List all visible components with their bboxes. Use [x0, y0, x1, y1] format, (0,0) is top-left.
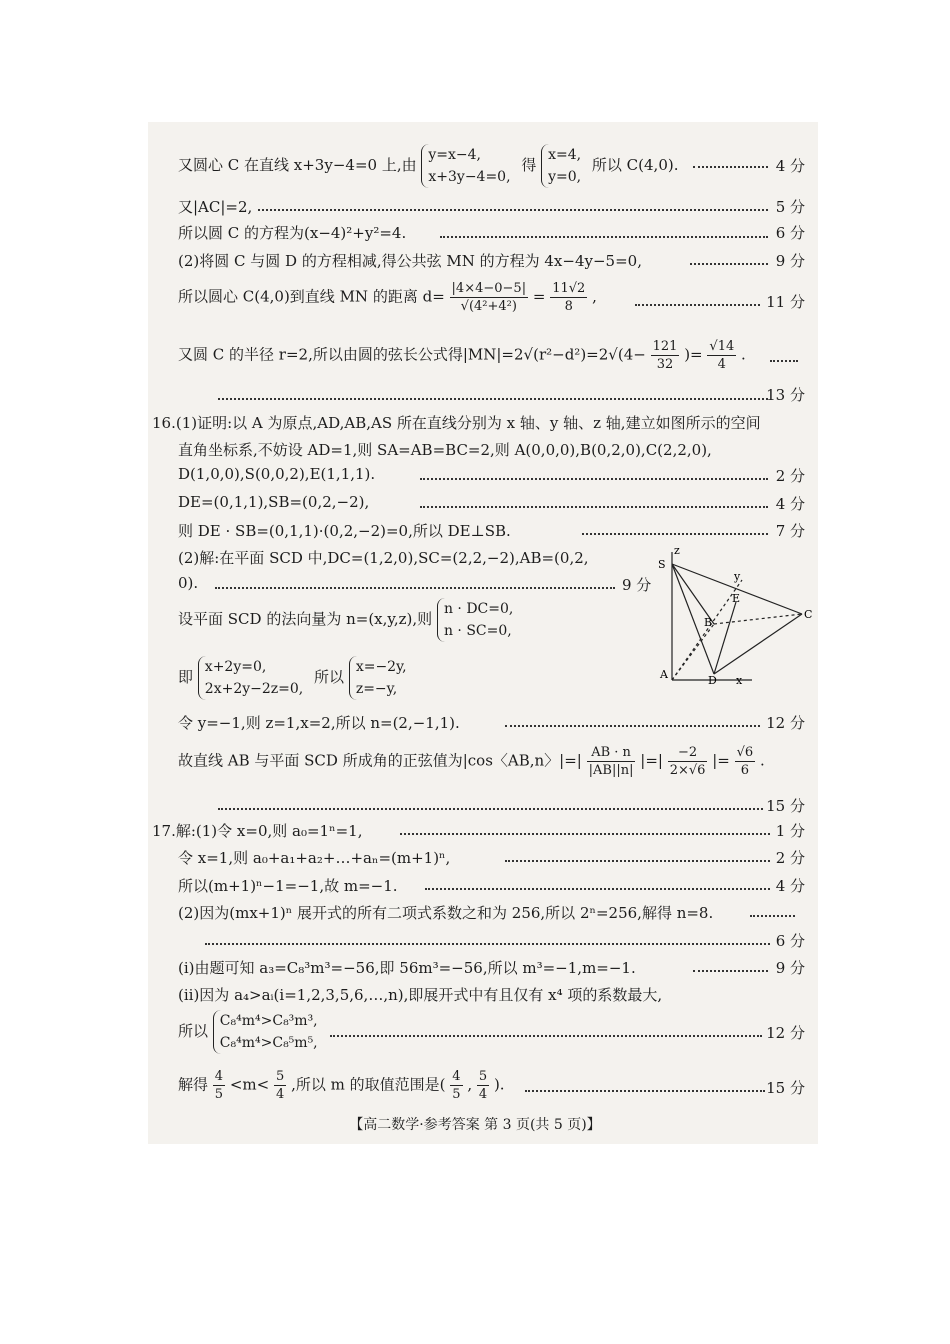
score-mark: 4 分: [775, 877, 805, 895]
line-distance: 所以圆心 C(4,0)到直线 MN 的距离 d= $\frac{|4\times 4-0-5|}{\text{√(4²+4²)}}$ = $\frac{11√2}{8}$ ,: [178, 281, 597, 314]
edge-sb: [672, 564, 714, 624]
edge-de: [714, 602, 736, 674]
score-mark: 2 分: [775, 849, 805, 867]
fraction: $\frac{-2}{2\times√6}$: [669, 745, 706, 778]
q16-line-10: 令 y=−1,则 z=1,x=2,所以 n=(2,−1,1).: [178, 714, 460, 732]
line-chord-equation: (2)将圆 C 与圆 D 的方程相减,得公共弦 MN 的方程为 4x−4y−5=0,: [178, 252, 642, 270]
leader-dots: [218, 398, 768, 400]
q16-line-2: 直角坐标系,不妨设 AD=1,则 SA=AB=BC=2,则 A(0,0,0),B(0,2,0),C(2,2,0),: [178, 441, 712, 459]
q17-line-1: 17.解:(1)令 x=0,则 a₀=1ⁿ=1,: [152, 822, 363, 840]
q17-line-4: (2)因为(mx+1)ⁿ 展开式的所有二项式系数之和为 256,所以 2ⁿ=256,解得 n=8.: [178, 904, 714, 922]
score-mark: 4 分: [775, 495, 805, 513]
label-e: E: [732, 592, 741, 605]
score-mark: 6 分: [775, 224, 805, 242]
score-mark: 15 分: [766, 1079, 805, 1097]
q17-line-3: 所以(m+1)ⁿ−1=−1,故 m=−1.: [178, 877, 398, 895]
fraction: $\frac{√14}{4}$: [709, 339, 735, 372]
q16-line-4: DE=(0,1,1),SB=(0,2,−2),: [178, 493, 370, 511]
leader-dots: [330, 1035, 762, 1037]
fraction: $\frac{5}{4}$: [478, 1069, 488, 1102]
line-ac: 又|AC|=2,: [178, 198, 253, 216]
leader-dots: [440, 236, 768, 238]
q16-line-11: 故直线 AB 与平面 SCD 所成角的正弦值为|cos〈AB,n〉|=| $\frac{AB \cdot n}{|AB||n|}$ |=| $\frac{-2}{2\times√6}$ |= $\frac{√6}{6}$ .: [178, 745, 765, 778]
score-mark: 5 分: [775, 198, 805, 216]
q17-line-9: 解得 $\frac{4}{5}$ <m< $\frac{5}{4}$ ,所以 m 的取值范围是( $\frac{4}{5}$ , $\frac{5}{4}$ ).: [178, 1069, 505, 1102]
leader-dots: [635, 304, 760, 306]
leader-dots: [690, 263, 768, 265]
equation-system: x=4, y=0,: [541, 144, 587, 188]
equation-system: y=x−4, x+3y−4=0,: [421, 144, 516, 188]
fraction: $\frac{121}{32}$: [652, 339, 678, 372]
leader-dots: [420, 478, 768, 480]
line-circle-equation: 所以圆 C 的方程为(x−4)²+y²=4.: [178, 224, 407, 242]
q17-line-8: 所以 C₈⁴m⁴>C₈³m³, C₈⁴m⁴>C₈⁵m⁵,: [178, 1010, 815, 1054]
score-mark: 9 分: [622, 576, 652, 594]
score-mark: 7 分: [775, 522, 805, 540]
score-mark: 2 分: [775, 467, 805, 485]
leader-dots: [693, 970, 768, 972]
score-mark: 11 分: [766, 293, 805, 311]
equation-system: C₈⁴m⁴>C₈³m³, C₈⁴m⁴>C₈⁵m⁵,: [213, 1010, 324, 1054]
equation-system: n · DC=0, n · SC=0,: [437, 598, 519, 642]
leader-dots: [425, 888, 770, 890]
score-mark: 12 分: [766, 1024, 805, 1042]
q16-line-6: (2)解:在平面 SCD 中,DC=(1,2,0),SC=(2,2,−2),AB=(0,2,: [178, 549, 589, 567]
leader-dots: [505, 860, 770, 862]
q17-line-2: 令 x=1,则 a₀+a₁+a₂+…+aₙ=(m+1)ⁿ,: [178, 849, 451, 867]
score-mark: 4 分: [775, 157, 805, 175]
q16-line-7: 0).: [178, 574, 199, 592]
q16-line-5: 则 DE · SB=(0,1,1)·(0,2,−2)=0,所以 DE⊥SB.: [178, 522, 511, 540]
label-d: D: [708, 674, 717, 686]
leader-dots: [770, 360, 798, 362]
score-mark: 9 分: [775, 252, 805, 270]
line-circle-center: 又圆心 C 在直线 x+3y−4=0 上,由 y=x−4, x+3y−4=0, 得 x=4, y=0, 所以 C(4,0).: [178, 144, 815, 188]
label-a: A: [660, 668, 668, 681]
label-c: C: [804, 608, 812, 621]
q16-line-8: 设平面 SCD 的法向量为 n=(x,y,z),则 n · DC=0, n · SC=0,: [178, 598, 815, 642]
score-mark: 15 分: [766, 797, 805, 815]
fraction: $\frac{|4\times 4-0-5|}{\text{√(4²+4²)}}$: [451, 281, 527, 314]
leader-dots: [400, 833, 770, 835]
fraction: $\frac{4}{5}$: [214, 1069, 224, 1102]
label-y: y: [734, 570, 741, 583]
coordinate-figure: [652, 544, 812, 686]
q17-line-6: (ⅰ)由题可知 a₃=C₈³m³=−56,即 56m³=−56,所以 m³=−1,m=−1.: [178, 959, 636, 977]
score-mark: 9 分: [775, 959, 805, 977]
q16-line-3: D(1,0,0),S(0,0,2),E(1,1,1).: [178, 465, 376, 483]
q16-line-1: 16.(1)证明:以 A 为原点,AD,AB,AS 所在直线分别为 x 轴、y 轴、z 轴,建立如图所示的空间: [152, 414, 761, 432]
equation-system: x+2y=0, 2x+2y−2z=0,: [198, 656, 309, 700]
leader-dots: [582, 533, 768, 535]
score-mark: 6 分: [775, 932, 805, 950]
leader-dots: [420, 506, 768, 508]
fraction: $\frac{4}{5}$: [452, 1069, 461, 1102]
q16-line-9: 即 x+2y=0, 2x+2y−2z=0, 所以 x=−2y, z=−y,: [178, 656, 815, 700]
line-chord-length: 又圆 C 的半径 r=2,所以由圆的弦长公式得|MN|=2√(r²−d²)=2√(4− $\frac{121}{32}$ )= $\frac{√14}{4}$ .: [178, 339, 746, 372]
label-x: x: [736, 674, 743, 686]
fraction: $\frac{5}{4}$: [276, 1069, 285, 1102]
leader-dots: [505, 725, 760, 727]
leader-dots: [525, 1090, 765, 1092]
label-b: B: [704, 616, 713, 629]
score-mark: 13 分: [766, 386, 805, 404]
leader-dots: [218, 808, 763, 810]
label-z: z: [674, 544, 680, 557]
score-mark: 12 分: [766, 714, 805, 732]
score-mark: 1 分: [775, 822, 805, 840]
leader-dots: [215, 587, 615, 589]
fraction: $\frac{AB \cdot n}{|AB||n|}$: [588, 745, 634, 778]
label-s: S: [658, 558, 666, 571]
fraction: $\frac{√6}{6}$: [736, 745, 754, 778]
leader-dots: [750, 915, 795, 917]
leader-dots: [205, 943, 770, 945]
page-footer: 【高二数学·参考答案 第 3 页(共 5 页)】: [349, 1117, 601, 1133]
fraction: $\frac{11√2}{8}$: [552, 281, 586, 314]
leader-dots: [693, 166, 768, 168]
leader-dots: [258, 209, 768, 211]
equation-system: x=−2y, z=−y,: [349, 656, 413, 700]
edge-ab: [672, 624, 714, 680]
q17-line-7: (ⅱ)因为 a₄>aᵢ(i=1,2,3,5,6,…,n),即展开式中有且仅有 x⁴ 项的系数最大,: [178, 986, 663, 1004]
